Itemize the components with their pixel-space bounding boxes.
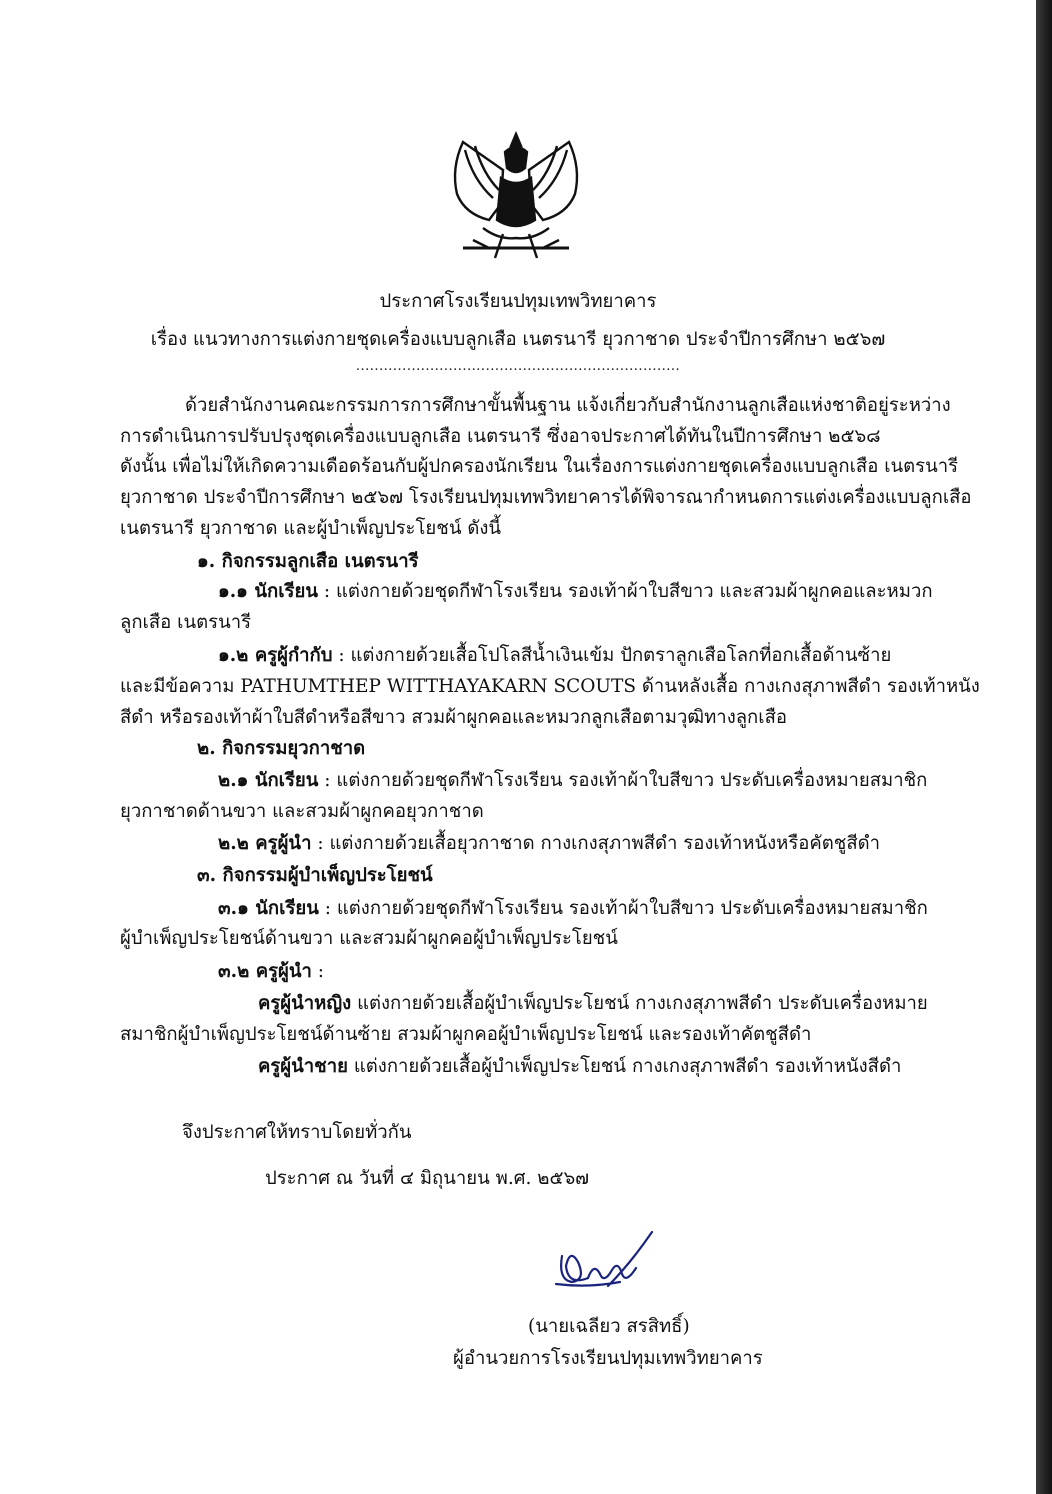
- announcement-date: ประกาศ ณ วันที่ ๔ มิถุนายน พ.ศ. ๒๕๖๗: [265, 1168, 590, 1189]
- scan-border: [1036, 0, 1052, 1494]
- item-text: แต่งกายด้วยเสื้อผู้บำเพ็ญประโยชน์ กางเกงสุภาพสีดำ รองเท้าหนังสีดำ: [347, 1056, 902, 1077]
- item-2-2: [218, 835, 880, 854]
- section-title-redcross: ๒. กิจกรรมยุวกาชาด: [197, 738, 366, 759]
- item-text: : แต่งกายด้วยชุดกีฬาโรงเรียน รองเท้าผ้าใบสีขาว ประดับเครื่องหมายสมาชิก: [318, 770, 928, 791]
- item-text: แต่งกายด้วยเสื้อผู้บำเพ็ญประโยชน์ กางเกงสุภาพสีดำ ประดับเครื่องหมาย: [351, 993, 928, 1014]
- intro-line: ยุวกาชาด ประจำปีการศึกษา ๒๕๖๗ โรงเรียนปทุมเทพวิทยาคารได้พิจารณากำหนดการแต่งเครื่องแบบลูกเสือ: [120, 487, 972, 508]
- item-1-2-cont: สีดำ หรือรองเท้าผ้าใบสีดำหรือสีขาว สวมผ้าผูกคอและหมวกลูกเสือตามวุฒิทางลูกเสือ: [120, 707, 787, 728]
- announcement-title: ประกาศโรงเรียนปทุมเทพวิทยาคาร: [379, 291, 657, 312]
- signatory-position: ผู้อำนวยการโรงเรียนปทุมเทพวิทยาคาร: [453, 1348, 763, 1369]
- item-1-1: [218, 583, 933, 602]
- item-label: ๒.๑ นักเรียน: [218, 770, 319, 791]
- item-label: ครูผู้นำหญิง: [258, 993, 352, 1014]
- item-text: : แต่งกายด้วยชุดกีฬาโรงเรียน รองเท้าผ้าใบสีขาว และสวมผ้าผูกคอและหมวก: [317, 581, 933, 602]
- closing-statement: จึงประกาศให้ทราบโดยทั่วกัน: [182, 1122, 412, 1143]
- item-2-1-cont: ยุวกาชาดด้านขวา และสวมผ้าผูกคอยุวกาชาด: [120, 801, 484, 822]
- intro-line: ดังนั้น เพื่อไม่ให้เกิดความเดือดร้อนกับผู้ปกครองนักเรียน ในเรื่องการแต่งกายชุดเครื่องแบบลูกเสือ เนตรนารี: [120, 456, 959, 477]
- item-3-1: [218, 900, 928, 919]
- section-title-volunteers: ๓. กิจกรรมผู้บำเพ็ญประโยชน์: [197, 865, 433, 886]
- announcement-subject: เรื่อง แนวทางการแต่งกายชุดเครื่องแบบลูกเสือ เนตรนารี ยุวกาชาด ประจำปีการศึกษา ๒๕๖๗: [150, 329, 886, 350]
- item-text: : แต่งกายด้วยเสื้อยุวกาชาด กางเกงสุภาพสีดำ รองเท้าหนังหรือคัตชูสีดำ: [311, 833, 881, 854]
- item-1-2-cont: และมีข้อความ PATHUMTHEP WITTHAYAKARN SCOUTS ด้านหลังเสื้อ กางเกงสุภาพสีดำ รองเท้าหนัง: [120, 676, 980, 697]
- item-text: :: [311, 961, 325, 982]
- garuda-emblem-icon: [443, 128, 589, 262]
- item-label: ๑.๒ ครูผู้กำกับ: [218, 645, 333, 666]
- item-text: : แต่งกายด้วยชุดกีฬาโรงเรียน รองเท้าผ้าใบสีขาว ประดับเครื่องหมายสมาชิก: [318, 898, 928, 919]
- item-3-1-cont: ผู้บำเพ็ญประโยชน์ด้านขวา และสวมผ้าผูกคอผู้บำเพ็ญประโยชน์: [120, 928, 618, 949]
- signatory-name: (นายเฉลียว สรสิทธิ์): [528, 1316, 690, 1337]
- item-label: ๓.๒ ครูผู้นำ: [218, 961, 312, 982]
- item-label: ๒.๒ ครูผู้นำ: [218, 833, 312, 854]
- divider-dots: ......................................................................: [355, 359, 681, 374]
- intro-line: การดำเนินการปรับปรุงชุดเครื่องแบบลูกเสือ เนตรนารี ซึ่งอาจประกาศได้ทันในปีการศึกษา ๒๕๖๘: [120, 426, 881, 447]
- item-1-1-cont: ลูกเสือ เนตรนารี: [120, 612, 252, 633]
- intro-line: เนตรนารี ยุวกาชาด และผู้บำเพ็ญประโยชน์ ดังนี้: [120, 518, 502, 539]
- item-3-2-female: [258, 995, 928, 1014]
- item-label: ๓.๑ นักเรียน: [218, 898, 319, 919]
- intro-line: ด้วยสำนักงานคณะกรรมการการศึกษาขั้นพื้นฐาน แจ้งเกี่ยวกับสำนักงานลูกเสือแห่งชาติอยู่ระหว่าง: [185, 395, 951, 416]
- section-title-scouts: ๑. กิจกรรมลูกเสือ เนตรนารี: [197, 551, 419, 572]
- item-text: : แต่งกายด้วยเสื้อโปโลสีน้ำเงินเข้ม ปักตราลูกเสือโลกที่อกเสื้อด้านซ้าย: [332, 645, 892, 666]
- item-3-2: [218, 963, 324, 982]
- item-3-2-female-cont: สมาชิกผู้บำเพ็ญประโยชน์ด้านซ้าย สวมผ้าผูกคอผู้บำเพ็ญประโยชน์ และรองเท้าคัตชูสีดำ: [120, 1024, 812, 1045]
- signature-icon: [548, 1226, 668, 1304]
- item-label: ครูผู้นำชาย: [258, 1056, 348, 1077]
- item-1-2: [218, 647, 891, 666]
- item-2-1: [218, 772, 927, 791]
- item-3-2-male: [258, 1058, 901, 1077]
- item-label: ๑.๑ นักเรียน: [218, 581, 318, 602]
